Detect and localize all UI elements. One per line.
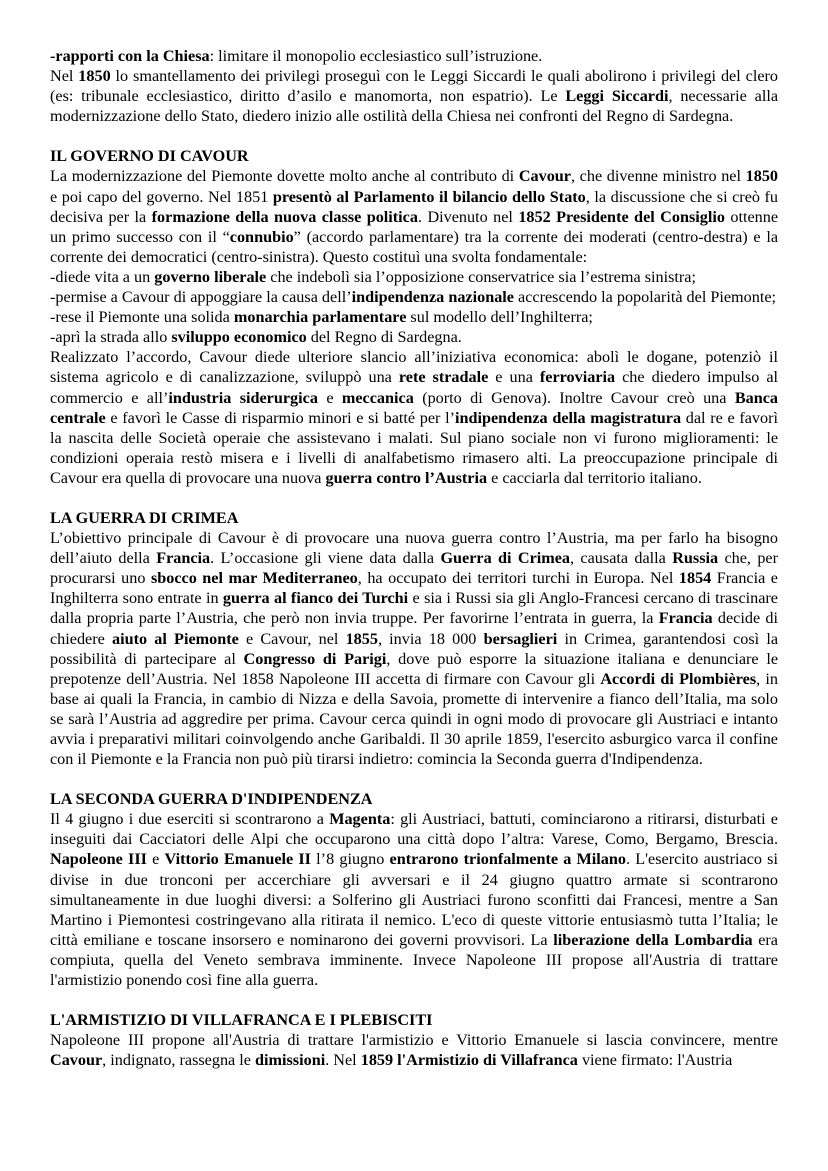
bold-text: Napoleone III xyxy=(50,850,147,869)
bold-text: industria siderurgica xyxy=(168,388,318,407)
bold-text: guerra contro l’Austria xyxy=(325,468,488,487)
bold-text: 1859 l'Armistizio di Villafranca xyxy=(360,1051,578,1070)
bold-text: meccanica xyxy=(341,388,414,407)
section-governo-cavour xyxy=(50,146,778,488)
bold-text: indipendenza della magistratura xyxy=(454,408,682,427)
bold-text: formazione della nuova classe politica xyxy=(151,207,418,226)
bold-text: 1850 xyxy=(78,67,111,86)
section-guerra-crimea xyxy=(50,508,778,769)
list-item: -rese il Piemonte una solida monarchia parlamentare sul modello dell’Inghilterra; xyxy=(50,308,593,327)
bold-text: Magenta xyxy=(329,810,391,829)
bold-text: Leggi Siccardi xyxy=(565,87,669,106)
bold-text: Cavour xyxy=(518,167,571,186)
section-heading: LA SECONDA GUERRA D'INDIPENDENZA xyxy=(50,790,373,809)
paragraph: Il 4 giugno i due eserciti si scontrarono a Magenta: gli Austriaci, battuti, cominciarono a ritirarsi, disturbati e inseguiti dai Cacciatori delle Alpi che occuparono una città dopo l’altra: Varese, Como, Bergamo, Brescia. Napoleone III e Vittorio Emanuele II l’8 giugno entrarono trionfalmente a Milano. L'esercito austriaco si divise in due tronconi per accerchiare gli avversari e il 24 giugno quattro armate si scontrarono simultaneamente in due luoghi diversi: a Solferino gli Austriaci furono sconfitti dai Francesi, mentre a San Martino i Piemontesi costringevano alla ritirata il nemico. L'eco di queste vittorie entusiasmò tutta l’Italia; le città emiliane e toscane insorsero e nominarono dei governi provvisori. La liberazione della Lombardia era compiuta, quella del Veneto sembrava imminente. Invece Napoleone III propose all'Austria di trattare l'armistizio ponendo così fine alla guerra. xyxy=(50,810,778,990)
bold-text: Vittorio Emanuele II xyxy=(164,850,311,869)
bold-text: 1855 xyxy=(345,629,378,648)
section-armistizio xyxy=(50,1010,778,1070)
list-item: -aprì la strada allo sviluppo economico del Regno di Sardegna. xyxy=(50,328,462,347)
bold-text: liberazione della Lombardia xyxy=(553,930,753,949)
bold-text: presentò al Parlamento il bilancio dello Stato xyxy=(272,187,586,206)
bold-text: sbocco nel mar Mediterraneo xyxy=(150,569,358,588)
bold-text: Guerra di Crimea xyxy=(440,549,571,568)
paragraph: La modernizzazione del Piemonte dovette molto anche al contributo di Cavour, che divenne ministro nel 1850 e poi capo del governo. Nel 1851 presentò al Parlamento il bilancio dello Stato, la discussione che si creò fu decisiva per la formazione della nuova classe politica. Divenuto nel 1852 Presidente del Consiglio ottenne un primo successo con il “connubio” (accordo parlamentare) tra la corrente dei moderati (centro-destra) e la corrente dei democratici (centro-sinistra). Questo costituì una svolta fondamentale: xyxy=(50,167,779,266)
bold-text: indipendenza nazionale xyxy=(351,288,514,307)
bold-text: bersaglieri xyxy=(483,629,558,648)
paragraph: Nel 1850 lo smantellamento dei privilegi proseguì con le Leggi Siccardi le quali abolirono i privilegi del clero (es: tribunale ecclesiastico, diritto d’asilo e manomorta, non espatrio). Le Leggi Siccardi, necessarie alla modernizzazione dello Stato, diedero inizio alle ostilità della Chiesa nei confronti del Regno di Sardegna. xyxy=(50,67,778,126)
list-item: -diede vita a un governo liberale che indebolì sia l’opposizione conservatrice sia l’estrema sinistra; xyxy=(50,267,696,286)
bold-text: connubio xyxy=(229,227,294,246)
paragraph: Napoleone III propone all'Austria di trattare l'armistizio e Vittorio Emanuele si lascia convincere, mentre Cavour, indignato, rassegna le dimissioni. Nel 1859 l'Armistizio di Villafranca viene firmato: l'Austria xyxy=(50,1031,778,1070)
paragraph: -rapporti con la Chiesa: limitare il monopolio ecclesiastico sull’istruzione. xyxy=(50,47,543,65)
bold-text: rete stradale xyxy=(398,368,489,387)
bold-text: dimissioni xyxy=(255,1051,326,1070)
bold-text: -rapporti con la Chiesa xyxy=(50,47,210,65)
section-heading: IL GOVERNO DI CAVOUR xyxy=(50,147,249,166)
paragraph: L’obiettivo principale di Cavour è di provocare una nuova guerra contro l’Austria, ma per farlo ha bisogno dell’aiuto della Francia. L’occasione gli viene data dalla Guerra di Crimea, causata dalla Russia che, per procurarsi uno sbocco nel mar Mediterraneo, ha occupato dei territori turchi in Europa. Nel 1854 Francia e Inghilterra sono entrate in guerra al fianco dei Turchi e sia i Russi sia gli Anglo-Francesi cercano di trascinare dalla propria parte l’Austria, che però non invia truppe. Per favorirne l’entrata in guerra, la Francia decide di chiedere aiuto al Piemonte e Cavour, nel 1855, invia 18 000 bersaglieri in Crimea, garantendosi così la possibilità di partecipare al Congresso di Parigi, dove può esporre la situazione italiana e denunciare le prepotenze dell’Austria. Nel 1858 Napoleone III accetta di firmare con Cavour gli Accordi di Plombières, in base ai quali la Francia, in cambio di Nizza e della Savoia, promette di intervenire a fianco dell’Italia, ma solo se sarà l’Austria ad aggredire per prima. Cavour cerca quindi in ogni modo di provocare gli Austriaci e intanto avvia i preparativi militari coinvolgendo anche Garibaldi. Il 30 aprile 1859, l'esercito asburgico varca il confine con il Piemonte e la Francia non può più tirarsi indietro: comincia la Seconda guerra d'Indipendenza. xyxy=(50,529,778,769)
bold-text: Russia xyxy=(672,549,719,568)
bold-text: Banca centrale xyxy=(50,388,779,427)
bold-text: Accordi di Plombières xyxy=(600,669,757,688)
bold-text: monarchia parlamentare xyxy=(233,308,407,327)
bold-text: ferroviaria xyxy=(539,368,616,387)
paragraph: Realizzato l’accordo, Cavour diede ulteriore slancio all’iniziativa economica: abolì le dogane, potenziò il sistema agricolo e di canalizzazione, sviluppò una rete stradale e una ferroviaria che diedero impulso al commercio e all’industria siderurgica e meccanica (porto di Genova). Inoltre Cavour creò una Banca centrale e favorì le Casse di risparmio minori e si batté per l’indipendenza della magistratura dal re e favorì la nascita delle Società operaie che assistevano i malati. Sul piano sociale non vi furono miglioramenti: le condizioni operaia restò misera e i livelli di analfabetismo rimasero alti. La preoccupazione principale di Cavour era quella di provocare una nuova guerra contro l’Austria e cacciarla dal territorio italiano. xyxy=(50,348,779,487)
section-heading: LA GUERRA DI CRIMEA xyxy=(50,508,239,527)
bold-text: Francia xyxy=(156,549,211,568)
bold-text: Francia xyxy=(658,609,713,628)
bold-text: sviluppo economico xyxy=(171,328,307,347)
bold-text: Cavour xyxy=(50,1051,103,1070)
section-chiesa xyxy=(50,46,778,126)
bold-text: entrarono trionfalmente a Milano xyxy=(389,850,626,869)
list-item: -permise a Cavour di appoggiare la causa dell’indipendenza nazionale accrescendo la popolarità del Piemonte; xyxy=(50,288,777,307)
bold-text: 1852 Presidente del Consiglio xyxy=(518,207,725,226)
bold-text: governo liberale xyxy=(154,267,267,286)
bold-text: aiuto al Piemonte xyxy=(112,629,239,648)
section-heading: L'ARMISTIZIO DI VILLAFRANCA E I PLEBISCITI xyxy=(50,1011,433,1030)
bold-text: guerra al fianco dei Turchi xyxy=(222,589,409,608)
bold-text: 1854 xyxy=(678,569,712,588)
bold-text: Congresso di Parigi xyxy=(243,649,387,668)
section-seconda-guerra xyxy=(50,789,778,990)
bold-text: 1850 xyxy=(745,167,778,186)
